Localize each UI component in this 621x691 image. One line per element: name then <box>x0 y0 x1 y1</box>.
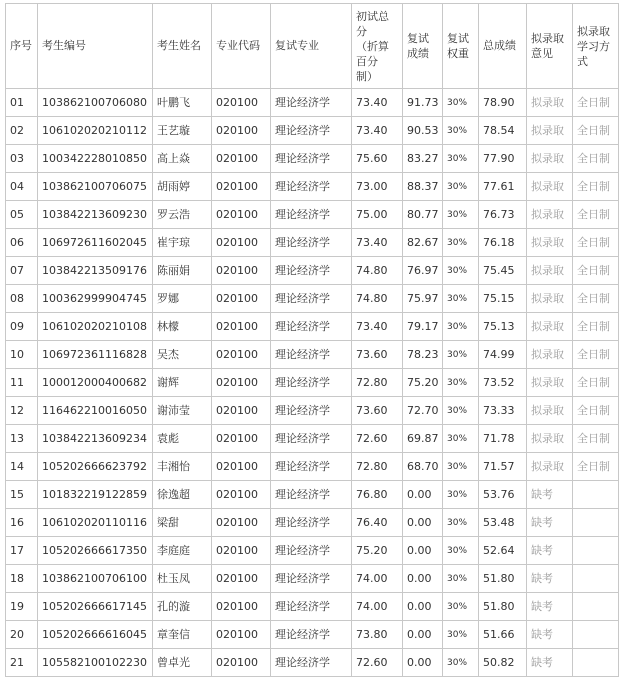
candidate-name-cell: 曾卓光 <box>153 649 212 677</box>
prelim-score-cell: 72.60 <box>352 649 403 677</box>
total-score-cell: 51.80 <box>479 565 527 593</box>
header-retest-score <box>403 4 443 89</box>
candidate-name-cell: 罗娜 <box>153 285 212 313</box>
table-header <box>6 4 619 89</box>
major-code-cell: 020100 <box>212 173 271 201</box>
table-row <box>6 565 619 593</box>
candidate-id-cell: 103842213609234 <box>38 425 153 453</box>
retest-weight-cell: 30% <box>443 229 479 257</box>
retest-score-cell: 0.00 <box>403 649 443 677</box>
major-cell: 理论经济学 <box>271 257 352 285</box>
major-code-cell: 020100 <box>212 369 271 397</box>
header-major-code: 专业代码 <box>212 4 271 89</box>
seq-cell: 19 <box>6 593 38 621</box>
header-line: 百分 <box>356 54 378 68</box>
admission-opinion-cell: 缺考 <box>527 537 573 565</box>
table-row <box>6 145 619 173</box>
prelim-score-cell: 74.00 <box>352 565 403 593</box>
retest-weight-cell: 30% <box>443 257 479 285</box>
admission-opinion-cell: 缺考 <box>527 593 573 621</box>
table-row <box>6 397 619 425</box>
retest-weight-cell: 30% <box>443 481 479 509</box>
major-code-cell: 020100 <box>212 117 271 145</box>
prelim-score-cell: 75.60 <box>352 145 403 173</box>
total-score-cell: 73.52 <box>479 369 527 397</box>
retest-weight-cell: 30% <box>443 145 479 173</box>
table-row <box>6 481 619 509</box>
total-score-cell: 71.78 <box>479 425 527 453</box>
study-mode-cell: 全日制 <box>573 285 619 313</box>
total-score-cell: 53.48 <box>479 509 527 537</box>
header-line: 拟录取 <box>531 32 564 45</box>
admission-opinion-cell: 拟录取 <box>527 117 573 145</box>
table-row <box>6 285 619 313</box>
seq-cell: 05 <box>6 201 38 229</box>
major-code-cell: 020100 <box>212 313 271 341</box>
candidate-name-cell: 高上焱 <box>153 145 212 173</box>
table-row <box>6 649 619 677</box>
seq-cell: 08 <box>6 285 38 313</box>
candidate-name-cell: 罗云浩 <box>153 201 212 229</box>
major-cell: 理论经济学 <box>271 89 352 117</box>
admission-opinion-cell: 缺考 <box>527 621 573 649</box>
retest-score-cell: 91.73 <box>403 89 443 117</box>
total-score-cell: 73.33 <box>479 397 527 425</box>
candidate-id-cell: 100342228010850 <box>38 145 153 173</box>
header-line: 复试 <box>407 32 429 45</box>
major-cell: 理论经济学 <box>271 285 352 313</box>
candidate-name-cell: 胡雨婷 <box>153 173 212 201</box>
candidate-name-cell: 崔宇琼 <box>153 229 212 257</box>
prelim-score-cell: 74.80 <box>352 257 403 285</box>
retest-weight-cell: 30% <box>443 593 479 621</box>
retest-weight-cell: 30% <box>443 117 479 145</box>
retest-score-cell: 0.00 <box>403 509 443 537</box>
seq-cell: 01 <box>6 89 38 117</box>
seq-cell: 12 <box>6 397 38 425</box>
seq-cell: 15 <box>6 481 38 509</box>
candidate-name-cell: 陈丽娟 <box>153 257 212 285</box>
total-score-cell: 77.61 <box>479 173 527 201</box>
header-line: 分 <box>356 24 367 38</box>
study-mode-cell: 全日制 <box>573 341 619 369</box>
candidate-id-cell: 106972361116828 <box>38 341 153 369</box>
major-cell: 理论经济学 <box>271 593 352 621</box>
admission-table-container <box>5 3 619 677</box>
header-line: （折算 <box>356 39 389 53</box>
candidate-name-cell: 丰湘怡 <box>153 453 212 481</box>
retest-weight-cell: 30% <box>443 509 479 537</box>
prelim-score-cell: 73.80 <box>352 621 403 649</box>
major-cell: 理论经济学 <box>271 397 352 425</box>
total-score-cell: 78.54 <box>479 117 527 145</box>
table-row <box>6 117 619 145</box>
header-row <box>6 4 619 89</box>
header-candidate-name: 考生姓名 <box>153 4 212 89</box>
retest-score-cell: 76.97 <box>403 257 443 285</box>
study-mode-cell <box>573 649 619 677</box>
candidate-name-cell: 袁彪 <box>153 425 212 453</box>
major-code-cell: 020100 <box>212 285 271 313</box>
admission-opinion-cell: 拟录取 <box>527 201 573 229</box>
major-code-cell: 020100 <box>212 481 271 509</box>
header-line: 权重 <box>447 47 469 60</box>
retest-score-cell: 0.00 <box>403 565 443 593</box>
candidate-name-cell: 徐逸超 <box>153 481 212 509</box>
retest-weight-cell: 30% <box>443 369 479 397</box>
candidate-id-cell: 101832219122859 <box>38 481 153 509</box>
study-mode-cell: 全日制 <box>573 369 619 397</box>
major-cell: 理论经济学 <box>271 453 352 481</box>
candidate-id-cell: 103862100706100 <box>38 565 153 593</box>
candidate-id-cell: 103842213509176 <box>38 257 153 285</box>
study-mode-cell <box>573 565 619 593</box>
major-cell: 理论经济学 <box>271 201 352 229</box>
prelim-score-cell: 74.00 <box>352 593 403 621</box>
header-study-mode <box>573 4 619 89</box>
study-mode-cell: 全日制 <box>573 89 619 117</box>
major-cell: 理论经济学 <box>271 313 352 341</box>
study-mode-cell: 全日制 <box>573 257 619 285</box>
retest-weight-cell: 30% <box>443 201 479 229</box>
study-mode-cell <box>573 481 619 509</box>
header-prelim-score <box>352 4 403 89</box>
total-score-cell: 75.13 <box>479 313 527 341</box>
candidate-id-cell: 105202666617145 <box>38 593 153 621</box>
seq-cell: 06 <box>6 229 38 257</box>
major-cell: 理论经济学 <box>271 341 352 369</box>
prelim-score-cell: 73.60 <box>352 397 403 425</box>
seq-cell: 10 <box>6 341 38 369</box>
retest-score-cell: 79.17 <box>403 313 443 341</box>
retest-score-cell: 0.00 <box>403 621 443 649</box>
major-code-cell: 020100 <box>212 397 271 425</box>
admission-opinion-cell: 拟录取 <box>527 89 573 117</box>
admission-table <box>5 3 619 677</box>
table-row <box>6 229 619 257</box>
candidate-name-cell: 林檬 <box>153 313 212 341</box>
candidate-id-cell: 105202666623792 <box>38 453 153 481</box>
candidate-id-cell: 105202666617350 <box>38 537 153 565</box>
header-admission-opinion <box>527 4 573 89</box>
retest-weight-cell: 30% <box>443 537 479 565</box>
candidate-name-cell: 王艺璇 <box>153 117 212 145</box>
study-mode-cell: 全日制 <box>573 453 619 481</box>
admission-opinion-cell: 拟录取 <box>527 341 573 369</box>
major-code-cell: 020100 <box>212 565 271 593</box>
admission-opinion-cell: 拟录取 <box>527 229 573 257</box>
total-score-cell: 75.45 <box>479 257 527 285</box>
admission-opinion-cell: 缺考 <box>527 649 573 677</box>
retest-weight-cell: 30% <box>443 649 479 677</box>
total-score-cell: 77.90 <box>479 145 527 173</box>
major-cell: 理论经济学 <box>271 621 352 649</box>
major-code-cell: 020100 <box>212 145 271 173</box>
header-line: 意见 <box>531 47 553 60</box>
retest-weight-cell: 30% <box>443 425 479 453</box>
candidate-name-cell: 梁甜 <box>153 509 212 537</box>
seq-cell: 03 <box>6 145 38 173</box>
study-mode-cell <box>573 509 619 537</box>
admission-opinion-cell: 拟录取 <box>527 145 573 173</box>
prelim-score-cell: 72.80 <box>352 453 403 481</box>
header-line: 拟录取 <box>577 24 610 38</box>
candidate-name-cell: 谢辉 <box>153 369 212 397</box>
seq-cell: 17 <box>6 537 38 565</box>
total-score-cell: 76.73 <box>479 201 527 229</box>
prelim-score-cell: 73.00 <box>352 173 403 201</box>
retest-score-cell: 0.00 <box>403 537 443 565</box>
table-row <box>6 173 619 201</box>
prelim-score-cell: 73.40 <box>352 89 403 117</box>
major-code-cell: 020100 <box>212 201 271 229</box>
total-score-cell: 74.99 <box>479 341 527 369</box>
prelim-score-cell: 73.60 <box>352 341 403 369</box>
header-major: 复试专业 <box>271 4 352 89</box>
admission-opinion-cell: 缺考 <box>527 565 573 593</box>
table-row <box>6 341 619 369</box>
major-code-cell: 020100 <box>212 649 271 677</box>
retest-score-cell: 72.70 <box>403 397 443 425</box>
candidate-id-cell: 106102020210108 <box>38 313 153 341</box>
major-cell: 理论经济学 <box>271 425 352 453</box>
major-cell: 理论经济学 <box>271 145 352 173</box>
major-cell: 理论经济学 <box>271 509 352 537</box>
retest-score-cell: 0.00 <box>403 593 443 621</box>
study-mode-cell <box>573 593 619 621</box>
admission-opinion-cell: 缺考 <box>527 481 573 509</box>
table-row <box>6 593 619 621</box>
major-code-cell: 020100 <box>212 341 271 369</box>
prelim-score-cell: 72.80 <box>352 369 403 397</box>
prelim-score-cell: 74.80 <box>352 285 403 313</box>
major-code-cell: 020100 <box>212 89 271 117</box>
seq-cell: 11 <box>6 369 38 397</box>
total-score-cell: 52.64 <box>479 537 527 565</box>
table-row <box>6 621 619 649</box>
major-cell: 理论经济学 <box>271 537 352 565</box>
table-row <box>6 89 619 117</box>
candidate-name-cell: 章奎信 <box>153 621 212 649</box>
table-row <box>6 509 619 537</box>
prelim-score-cell: 76.40 <box>352 509 403 537</box>
admission-opinion-cell: 缺考 <box>527 509 573 537</box>
candidate-name-cell: 吴杰 <box>153 341 212 369</box>
study-mode-cell: 全日制 <box>573 425 619 453</box>
retest-weight-cell: 30% <box>443 89 479 117</box>
candidate-name-cell: 李庭庭 <box>153 537 212 565</box>
study-mode-cell: 全日制 <box>573 397 619 425</box>
retest-score-cell: 0.00 <box>403 481 443 509</box>
retest-score-cell: 68.70 <box>403 453 443 481</box>
retest-weight-cell: 30% <box>443 341 479 369</box>
admission-opinion-cell: 拟录取 <box>527 313 573 341</box>
total-score-cell: 50.82 <box>479 649 527 677</box>
major-cell: 理论经济学 <box>271 481 352 509</box>
seq-cell: 14 <box>6 453 38 481</box>
retest-weight-cell: 30% <box>443 453 479 481</box>
seq-cell: 16 <box>6 509 38 537</box>
retest-weight-cell: 30% <box>443 173 479 201</box>
admission-opinion-cell: 拟录取 <box>527 257 573 285</box>
retest-score-cell: 69.87 <box>403 425 443 453</box>
seq-cell: 20 <box>6 621 38 649</box>
table-row <box>6 425 619 453</box>
total-score-cell: 71.57 <box>479 453 527 481</box>
prelim-score-cell: 75.20 <box>352 537 403 565</box>
retest-weight-cell: 30% <box>443 397 479 425</box>
header-line: 学习方 <box>577 39 610 53</box>
table-row <box>6 201 619 229</box>
major-code-cell: 020100 <box>212 257 271 285</box>
candidate-name-cell: 谢沛莹 <box>153 397 212 425</box>
major-code-cell: 020100 <box>212 229 271 257</box>
candidate-id-cell: 103862100706080 <box>38 89 153 117</box>
total-score-cell: 51.66 <box>479 621 527 649</box>
study-mode-cell: 全日制 <box>573 201 619 229</box>
candidate-id-cell: 105582100102230 <box>38 649 153 677</box>
study-mode-cell: 全日制 <box>573 173 619 201</box>
table-row <box>6 453 619 481</box>
major-cell: 理论经济学 <box>271 565 352 593</box>
retest-score-cell: 75.97 <box>403 285 443 313</box>
retest-score-cell: 78.23 <box>403 341 443 369</box>
candidate-name-cell: 杜玉凤 <box>153 565 212 593</box>
table-row <box>6 257 619 285</box>
retest-weight-cell: 30% <box>443 565 479 593</box>
major-cell: 理论经济学 <box>271 369 352 397</box>
major-cell: 理论经济学 <box>271 117 352 145</box>
major-code-cell: 020100 <box>212 593 271 621</box>
retest-score-cell: 90.53 <box>403 117 443 145</box>
study-mode-cell: 全日制 <box>573 313 619 341</box>
study-mode-cell: 全日制 <box>573 229 619 257</box>
header-total-score: 总成绩 <box>479 4 527 89</box>
major-code-cell: 020100 <box>212 537 271 565</box>
candidate-id-cell: 103862100706075 <box>38 173 153 201</box>
header-retest-weight <box>443 4 479 89</box>
retest-weight-cell: 30% <box>443 621 479 649</box>
header-seq: 序号 <box>6 4 38 89</box>
seq-cell: 09 <box>6 313 38 341</box>
prelim-score-cell: 73.40 <box>352 313 403 341</box>
prelim-score-cell: 73.40 <box>352 117 403 145</box>
header-line: 式 <box>577 54 588 68</box>
admission-opinion-cell: 拟录取 <box>527 285 573 313</box>
retest-weight-cell: 30% <box>443 313 479 341</box>
retest-score-cell: 88.37 <box>403 173 443 201</box>
admission-opinion-cell: 拟录取 <box>527 369 573 397</box>
candidate-id-cell: 100012000400682 <box>38 369 153 397</box>
seq-cell: 13 <box>6 425 38 453</box>
candidate-id-cell: 103842213609230 <box>38 201 153 229</box>
header-candidate-id: 考生编号 <box>38 4 153 89</box>
candidate-id-cell: 105202666616045 <box>38 621 153 649</box>
candidate-name-cell: 孔的漩 <box>153 593 212 621</box>
admission-opinion-cell: 拟录取 <box>527 397 573 425</box>
prelim-score-cell: 73.40 <box>352 229 403 257</box>
major-cell: 理论经济学 <box>271 173 352 201</box>
major-code-cell: 020100 <box>212 453 271 481</box>
total-score-cell: 53.76 <box>479 481 527 509</box>
admission-opinion-cell: 拟录取 <box>527 173 573 201</box>
prelim-score-cell: 76.80 <box>352 481 403 509</box>
study-mode-cell <box>573 537 619 565</box>
admission-opinion-cell: 拟录取 <box>527 425 573 453</box>
study-mode-cell <box>573 621 619 649</box>
retest-score-cell: 82.67 <box>403 229 443 257</box>
study-mode-cell: 全日制 <box>573 145 619 173</box>
candidate-id-cell: 106102020110116 <box>38 509 153 537</box>
major-code-cell: 020100 <box>212 621 271 649</box>
total-score-cell: 78.90 <box>479 89 527 117</box>
seq-cell: 21 <box>6 649 38 677</box>
candidate-name-cell: 叶鹏飞 <box>153 89 212 117</box>
seq-cell: 18 <box>6 565 38 593</box>
candidate-id-cell: 106102020210112 <box>38 117 153 145</box>
total-score-cell: 75.15 <box>479 285 527 313</box>
major-code-cell: 020100 <box>212 425 271 453</box>
prelim-score-cell: 75.00 <box>352 201 403 229</box>
seq-cell: 07 <box>6 257 38 285</box>
header-line: 制） <box>356 69 378 83</box>
study-mode-cell: 全日制 <box>573 117 619 145</box>
candidate-id-cell: 106972611602045 <box>38 229 153 257</box>
prelim-score-cell: 72.60 <box>352 425 403 453</box>
retest-weight-cell: 30% <box>443 285 479 313</box>
candidate-id-cell: 100362999904745 <box>38 285 153 313</box>
retest-score-cell: 80.77 <box>403 201 443 229</box>
table-row <box>6 313 619 341</box>
header-line: 初试总 <box>356 9 389 23</box>
header-line: 成绩 <box>407 47 429 60</box>
table-row <box>6 369 619 397</box>
admission-opinion-cell: 拟录取 <box>527 453 573 481</box>
retest-score-cell: 83.27 <box>403 145 443 173</box>
major-code-cell: 020100 <box>212 509 271 537</box>
candidate-id-cell: 116462210016050 <box>38 397 153 425</box>
table-body <box>6 89 619 677</box>
major-cell: 理论经济学 <box>271 229 352 257</box>
total-score-cell: 76.18 <box>479 229 527 257</box>
retest-score-cell: 75.20 <box>403 369 443 397</box>
seq-cell: 02 <box>6 117 38 145</box>
total-score-cell: 51.80 <box>479 593 527 621</box>
major-cell: 理论经济学 <box>271 649 352 677</box>
header-line: 复试 <box>447 32 469 45</box>
table-row <box>6 537 619 565</box>
seq-cell: 04 <box>6 173 38 201</box>
